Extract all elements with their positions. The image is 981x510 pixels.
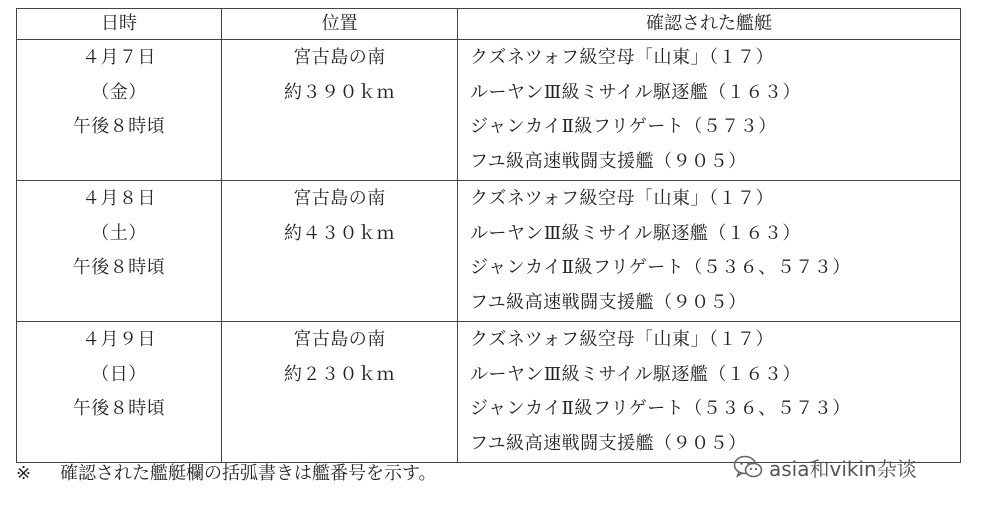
location-cell [222,181,458,322]
date-text: ４月９日 [82,329,156,350]
date-cell [17,322,222,463]
table-row [17,40,961,181]
location-distance: 約２３０ｋｍ [284,363,395,385]
time-text: 午後８時頃 [72,257,166,278]
wechat-icon [733,454,763,480]
table-row [17,181,961,322]
ship-sighting-table-container [16,8,960,463]
ship-entry: フユ級高速戦闘支援艦（９０５） [470,150,747,172]
date-text: ４月７日 [82,47,156,68]
location-distance: 約４３０ｋｍ [284,222,395,244]
date-text: ４月８日 [82,188,156,209]
ship-entry: ルーヤンⅢ級ミサイル駆逐艦（１６３） [470,222,801,244]
header-ships: 確認された艦艇 [458,9,961,40]
table-row [17,322,961,463]
footnote [16,461,437,487]
footnote-mark: ※ [16,463,32,484]
weekday-text: （金） [91,81,147,103]
watermark [733,452,917,482]
footnote-text: 確認された艦艇欄の括弧書きは艦番号を示す。 [60,463,437,484]
ship-entry: ルーヤンⅢ級ミサイル駆逐艦（１６３） [470,81,801,103]
location-place: 宮古島の南 [293,188,386,209]
location-cell [222,322,458,463]
location-place: 宮古島の南 [293,329,386,350]
location-place: 宮古島の南 [293,47,386,68]
location-distance: 約３９０ｋｍ [284,81,395,103]
time-text: 午後８時頃 [72,116,166,137]
ship-entry: フユ級高速戦闘支援艦（９０５） [470,291,747,313]
time-text: 午後８時頃 [72,398,166,419]
ship-entry: クズネツォフ級空母「山東」（１７） [470,47,775,68]
header-location: 位置 [222,9,458,40]
ship-entry: ジャンカイⅡ級フリゲート（５３６、５７３） [470,257,851,278]
ship-entry: ジャンカイⅡ級フリゲート（５７３） [470,116,777,137]
ship-sighting-table [16,8,961,463]
ship-entry: ルーヤンⅢ級ミサイル駆逐艦（１６３） [470,363,801,385]
watermark-text: asia和vikin杂谈 [769,456,917,481]
ship-entry: クズネツォフ級空母「山東」（１７） [470,329,775,350]
ships-cell [458,181,961,322]
weekday-text: （日） [91,363,147,385]
header-datetime: 日時 [17,9,222,40]
date-cell [17,181,222,322]
ship-entry: ジャンカイⅡ級フリゲート（５３６、５７３） [470,398,851,419]
ship-entry: クズネツォフ級空母「山東」（１７） [470,188,775,209]
ships-cell [458,40,961,181]
weekday-text: （土） [91,222,147,244]
table-header-row [17,9,961,40]
date-cell [17,40,222,181]
ship-entry: フユ級高速戦闘支援艦（９０５） [470,432,747,454]
ships-cell [458,322,961,463]
location-cell [222,40,458,181]
